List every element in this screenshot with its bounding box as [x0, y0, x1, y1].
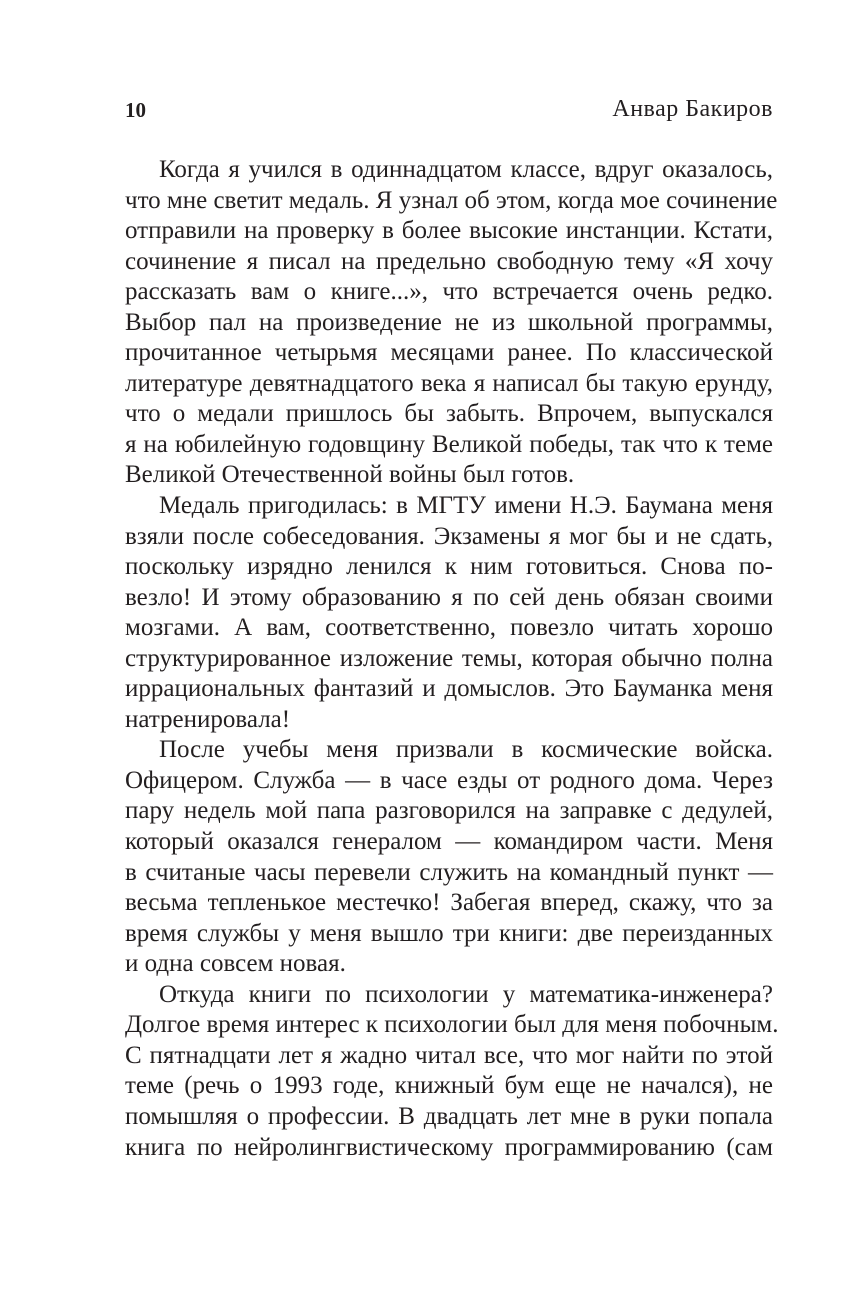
text-line: структурированное изложение темы, которая обычно полна — [125, 644, 773, 672]
text-line: книга по нейролингвистическому программированию (сам — [125, 1133, 773, 1161]
text-line: Офицером. Служба — в часе езды от родного дома. Через — [125, 766, 773, 794]
text-line: теме (речь о 1993 годе, книжный бум еще не начался), не — [125, 1072, 773, 1100]
text-line: я на юбилейную годовщину Великой победы, так что к теме — [125, 430, 773, 458]
text-line: Медаль пригодилась: в МГТУ имени Н.Э. Баумана меня — [159, 492, 773, 520]
text-line: Откуда книги по психологии у математика-инженера? — [159, 980, 773, 1008]
text-line: мозгами. А вам, соответственно, повезло читать хорошо — [125, 614, 773, 642]
text-line: Великой Отечественной войны был готов. — [125, 461, 575, 489]
text-line: взяли после собеседования. Экзамены я мог бы и не сдать, — [125, 522, 773, 550]
text-line: и одна совсем новая. — [125, 950, 346, 978]
text-line: который оказался генералом — командиром части. Меня — [125, 828, 773, 856]
text-line: Выбор пал на произведение не из школьной программы, — [125, 308, 773, 336]
paragraph-2 — [125, 491, 773, 735]
text-line: время службы у меня вышло три книги: две переизданных — [125, 919, 773, 947]
text-line: что мне светит медаль. Я узнал об этом, когда мое сочинение — [125, 186, 778, 214]
paragraph-4 — [125, 980, 779, 1163]
text-line: литературе девятнадцатого века я написал бы такую ерунду, — [125, 369, 773, 397]
text-line: отправили на проверку в более высокие инстанции. Кстати, — [125, 217, 773, 245]
text-line: иррациональных фантазий и домыслов. Это Бауманка меня — [125, 675, 773, 703]
text-line: рассказать вам о книге...», что встречается очень редко. — [125, 278, 773, 306]
paragraph-1 — [125, 155, 778, 491]
text-line: весьма тепленькое местечко! Забегая вперед, скажу, что за — [125, 889, 773, 917]
text-line: Долгое время интерес к психологии был для меня побочным. — [125, 1011, 779, 1039]
text-line: натренировала! — [125, 705, 291, 733]
text-line: пару недель мой папа разговорился на заправке с дедулей, — [125, 797, 773, 825]
running-head-author: Анвар Бакиров — [612, 96, 773, 122]
text-line: прочитанное четырьмя месяцами ранее. По классической — [125, 339, 773, 367]
text-line: сочинение я писал на предельно свободную тему «Я хочу — [125, 247, 773, 275]
text-line: что о медали пришлось бы забыть. Впрочем, выпускался — [125, 400, 773, 428]
text-line: После учебы меня призвали в космические войска. — [159, 736, 773, 764]
text-line: везло! И этому образованию я по сей день обязан своими — [125, 583, 773, 611]
body-text — [125, 155, 779, 1163]
page-header — [125, 92, 773, 128]
text-line: помышляя о профессии. В двадцать лет мне в руки попала — [125, 1102, 773, 1130]
page-number: 10 — [125, 98, 146, 122]
paragraph-3 — [125, 735, 773, 979]
text-line: Когда я учился в одиннадцатом классе, вдруг оказалось, — [159, 156, 773, 183]
text-line: С пятнадцати лет я жадно читал все, что мог найти по этой — [125, 1041, 773, 1069]
text-line: поскольку изрядно ленился к ним готовиться. Снова по- — [125, 553, 773, 581]
text-line: в считаные часы перевели служить на командный пункт — — [125, 858, 773, 886]
